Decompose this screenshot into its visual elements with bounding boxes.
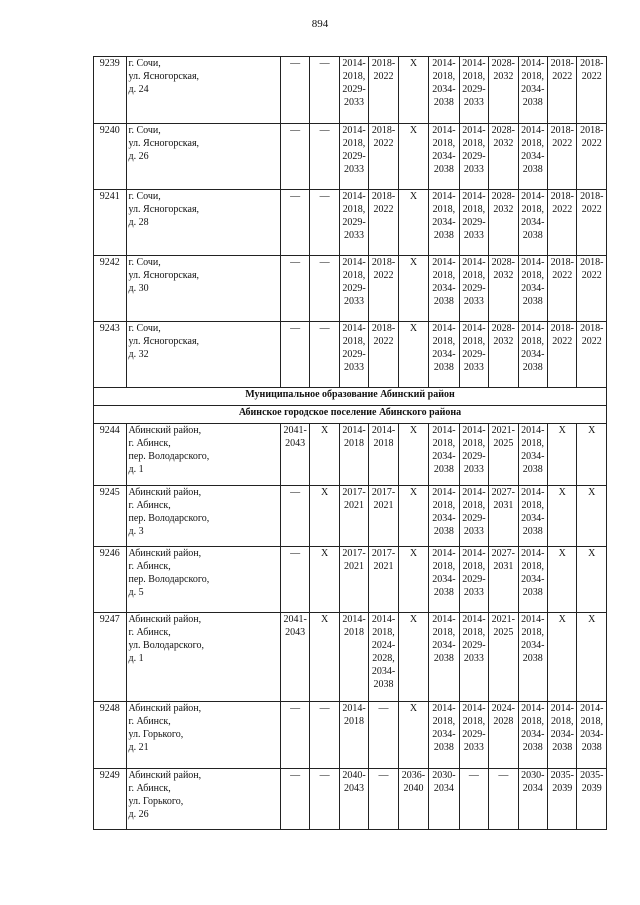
period-cell: X (577, 486, 607, 547)
period-cell: 2018- 2022 (369, 57, 398, 124)
period-cell: X (398, 424, 428, 486)
period-cell: 2014- 2018, 2029- 2033 (339, 57, 368, 124)
period-cell: X (548, 424, 577, 486)
period-cell: X (398, 613, 428, 702)
period-cell: — (310, 190, 339, 256)
period-cell: — (280, 190, 309, 256)
period-cell: — (369, 702, 398, 769)
address-cell: Абинский район, г. Абинск, ул. Горького, д. 26 (126, 769, 280, 830)
period-cell: 2014- 2018, 2034- 2038 (429, 57, 459, 124)
period-cell: 2014- 2018, 2029- 2033 (459, 547, 488, 613)
period-cell: 2014- 2018, 2034- 2038 (518, 57, 547, 124)
period-cell: 2014- 2018, 2029- 2033 (459, 613, 488, 702)
period-cell: X (310, 613, 339, 702)
period-cell: 2014- 2018, 2034- 2038 (518, 424, 547, 486)
period-cell: 2014- 2018, 2034- 2038 (429, 486, 459, 547)
period-cell: 2014- 2018, 2034- 2038 (548, 702, 577, 769)
row-number: 9247 (94, 613, 127, 702)
period-cell: 2014- 2018, 2029- 2033 (459, 322, 488, 388)
period-cell: X (548, 613, 577, 702)
table-row (94, 190, 607, 256)
period-cell: 2018- 2022 (369, 322, 398, 388)
row-number: 9239 (94, 57, 127, 124)
period-cell: 2014- 2018, 2029- 2033 (339, 124, 368, 190)
row-number: 9249 (94, 769, 127, 830)
period-cell: 2018- 2022 (548, 124, 577, 190)
period-cell: 2014- 2018 (339, 702, 368, 769)
period-cell: 2027- 2031 (489, 547, 518, 613)
period-cell: 2014- 2018, 2029- 2033 (459, 124, 488, 190)
period-cell: 2041- 2043 (280, 424, 309, 486)
period-cell: 2018- 2022 (548, 256, 577, 322)
table-row (94, 57, 607, 124)
period-cell: X (577, 547, 607, 613)
period-cell: — (310, 57, 339, 124)
period-cell: 2014- 2018, 2034- 2038 (577, 702, 607, 769)
section-heading: Муниципальное образование Абинский район (94, 388, 607, 406)
page-number: 894 (311, 18, 329, 30)
table-row (94, 424, 607, 486)
period-cell: 2027- 2031 (489, 486, 518, 547)
period-cell: X (548, 486, 577, 547)
period-cell: 2014- 2018, 2029- 2033 (459, 486, 488, 547)
period-cell: 2014- 2018, 2029- 2033 (459, 256, 488, 322)
period-cell: 2036- 2040 (398, 769, 428, 830)
period-cell: 2035- 2039 (548, 769, 577, 830)
period-cell: 2018- 2022 (548, 322, 577, 388)
period-cell: 2017- 2021 (369, 547, 398, 613)
period-cell: 2018- 2022 (369, 190, 398, 256)
period-cell: 2014- 2018, 2034- 2038 (429, 547, 459, 613)
period-cell: — (280, 322, 309, 388)
section-heading: Абинское городское поселение Абинского района (94, 406, 607, 424)
period-cell: — (280, 256, 309, 322)
period-cell: 2014- 2018, 2029- 2033 (459, 702, 488, 769)
registry-table (93, 56, 607, 830)
period-cell: 2014- 2018, 2024- 2028, 2034- 2038 (369, 613, 398, 702)
period-cell: 2035- 2039 (577, 769, 607, 830)
section-row (94, 406, 607, 424)
section-row (94, 388, 607, 406)
period-cell: — (280, 702, 309, 769)
period-cell: — (280, 57, 309, 124)
period-cell: X (310, 486, 339, 547)
period-cell: 2017- 2021 (339, 486, 368, 547)
period-cell: 2014- 2018, 2034- 2038 (429, 702, 459, 769)
row-number: 9246 (94, 547, 127, 613)
address-cell: Абинский район, г. Абинск, ул. Володарского, д. 1 (126, 613, 280, 702)
period-cell: 2018- 2022 (577, 124, 607, 190)
period-cell: — (280, 769, 309, 830)
table-row (94, 256, 607, 322)
period-cell: 2017- 2021 (339, 547, 368, 613)
period-cell: X (310, 547, 339, 613)
period-cell: X (398, 256, 428, 322)
period-cell: X (398, 547, 428, 613)
row-number: 9245 (94, 486, 127, 547)
period-cell: — (369, 769, 398, 830)
period-cell: X (577, 613, 607, 702)
period-cell: — (310, 769, 339, 830)
period-cell: X (548, 547, 577, 613)
period-cell: 2014- 2018 (339, 424, 368, 486)
period-cell: — (310, 124, 339, 190)
table-row (94, 486, 607, 547)
row-number: 9240 (94, 124, 127, 190)
period-cell: 2014- 2018, 2029- 2033 (339, 322, 368, 388)
address-cell: Абинский район, г. Абинск, пер. Володарского, д. 3 (126, 486, 280, 547)
period-cell: 2014- 2018, 2034- 2038 (518, 322, 547, 388)
address-cell: г. Сочи, ул. Ясногорская, д. 30 (126, 256, 280, 322)
period-cell: 2021- 2025 (489, 613, 518, 702)
period-cell: 2018- 2022 (548, 190, 577, 256)
period-cell: 2018- 2022 (577, 190, 607, 256)
period-cell: — (489, 769, 518, 830)
address-cell: Абинский район, г. Абинск, пер. Володарского, д. 1 (126, 424, 280, 486)
period-cell: 2014- 2018, 2034- 2038 (429, 322, 459, 388)
period-cell: 2014- 2018 (369, 424, 398, 486)
period-cell: 2014- 2018, 2034- 2038 (429, 124, 459, 190)
period-cell: 2028- 2032 (489, 322, 518, 388)
period-cell: 2014- 2018, 2034- 2038 (429, 613, 459, 702)
period-cell: X (577, 424, 607, 486)
table-row (94, 124, 607, 190)
period-cell: 2014- 2018, 2029- 2033 (459, 190, 488, 256)
address-cell: Абинский район, г. Абинск, пер. Володарского, д. 5 (126, 547, 280, 613)
period-cell: 2014- 2018, 2034- 2038 (429, 190, 459, 256)
period-cell: 2014- 2018, 2034- 2038 (518, 702, 547, 769)
period-cell: — (280, 547, 309, 613)
period-cell: 2014- 2018, 2034- 2038 (518, 486, 547, 547)
period-cell: — (459, 769, 488, 830)
period-cell: 2030- 2034 (518, 769, 547, 830)
registry-body (94, 57, 607, 830)
period-cell: 2028- 2032 (489, 190, 518, 256)
period-cell: 2014- 2018, 2029- 2033 (339, 190, 368, 256)
period-cell: — (280, 486, 309, 547)
period-cell: — (280, 124, 309, 190)
address-cell: г. Сочи, ул. Ясногорская, д. 28 (126, 190, 280, 256)
period-cell: X (398, 190, 428, 256)
period-cell: X (310, 424, 339, 486)
table-row (94, 613, 607, 702)
period-cell: 2014- 2018, 2034- 2038 (429, 424, 459, 486)
period-cell: 2014- 2018, 2029- 2033 (339, 256, 368, 322)
period-cell: X (398, 322, 428, 388)
address-cell: Абинский район, г. Абинск, ул. Горького, д. 21 (126, 702, 280, 769)
address-cell: г. Сочи, ул. Ясногорская, д. 26 (126, 124, 280, 190)
period-cell: 2021- 2025 (489, 424, 518, 486)
period-cell: 2018- 2022 (577, 57, 607, 124)
period-cell: — (310, 702, 339, 769)
period-cell: 2014- 2018, 2034- 2038 (518, 190, 547, 256)
period-cell: 2041- 2043 (280, 613, 309, 702)
period-cell: 2028- 2032 (489, 57, 518, 124)
period-cell: 2014- 2018, 2029- 2033 (459, 424, 488, 486)
period-cell: 2014- 2018, 2034- 2038 (518, 256, 547, 322)
period-cell: 2014- 2018, 2034- 2038 (429, 256, 459, 322)
period-cell: 2018- 2022 (577, 256, 607, 322)
period-cell: 2018- 2022 (369, 124, 398, 190)
period-cell: 2014- 2018, 2034- 2038 (518, 613, 547, 702)
table-row (94, 702, 607, 769)
row-number: 9242 (94, 256, 127, 322)
period-cell: 2017- 2021 (369, 486, 398, 547)
row-number: 9248 (94, 702, 127, 769)
period-cell: 2014- 2018, 2034- 2038 (518, 547, 547, 613)
row-number: 9243 (94, 322, 127, 388)
period-cell: 2014- 2018, 2029- 2033 (459, 57, 488, 124)
period-cell: X (398, 486, 428, 547)
address-cell: г. Сочи, ул. Ясногорская, д. 32 (126, 322, 280, 388)
period-cell: 2040- 2043 (339, 769, 368, 830)
period-cell: 2018- 2022 (577, 322, 607, 388)
period-cell: 2018- 2022 (548, 57, 577, 124)
period-cell: 2028- 2032 (489, 124, 518, 190)
period-cell: X (398, 57, 428, 124)
period-cell: — (310, 322, 339, 388)
period-cell: 2030- 2034 (429, 769, 459, 830)
period-cell: 2014- 2018, 2034- 2038 (518, 124, 547, 190)
table-row (94, 769, 607, 830)
row-number: 9244 (94, 424, 127, 486)
period-cell: 2014- 2018 (339, 613, 368, 702)
period-cell: X (398, 702, 428, 769)
row-number: 9241 (94, 190, 127, 256)
address-cell: г. Сочи, ул. Ясногорская, д. 24 (126, 57, 280, 124)
table-row (94, 547, 607, 613)
period-cell: 2028- 2032 (489, 256, 518, 322)
period-cell: 2024- 2028 (489, 702, 518, 769)
table-row (94, 322, 607, 388)
period-cell: 2018- 2022 (369, 256, 398, 322)
period-cell: X (398, 124, 428, 190)
period-cell: — (310, 256, 339, 322)
